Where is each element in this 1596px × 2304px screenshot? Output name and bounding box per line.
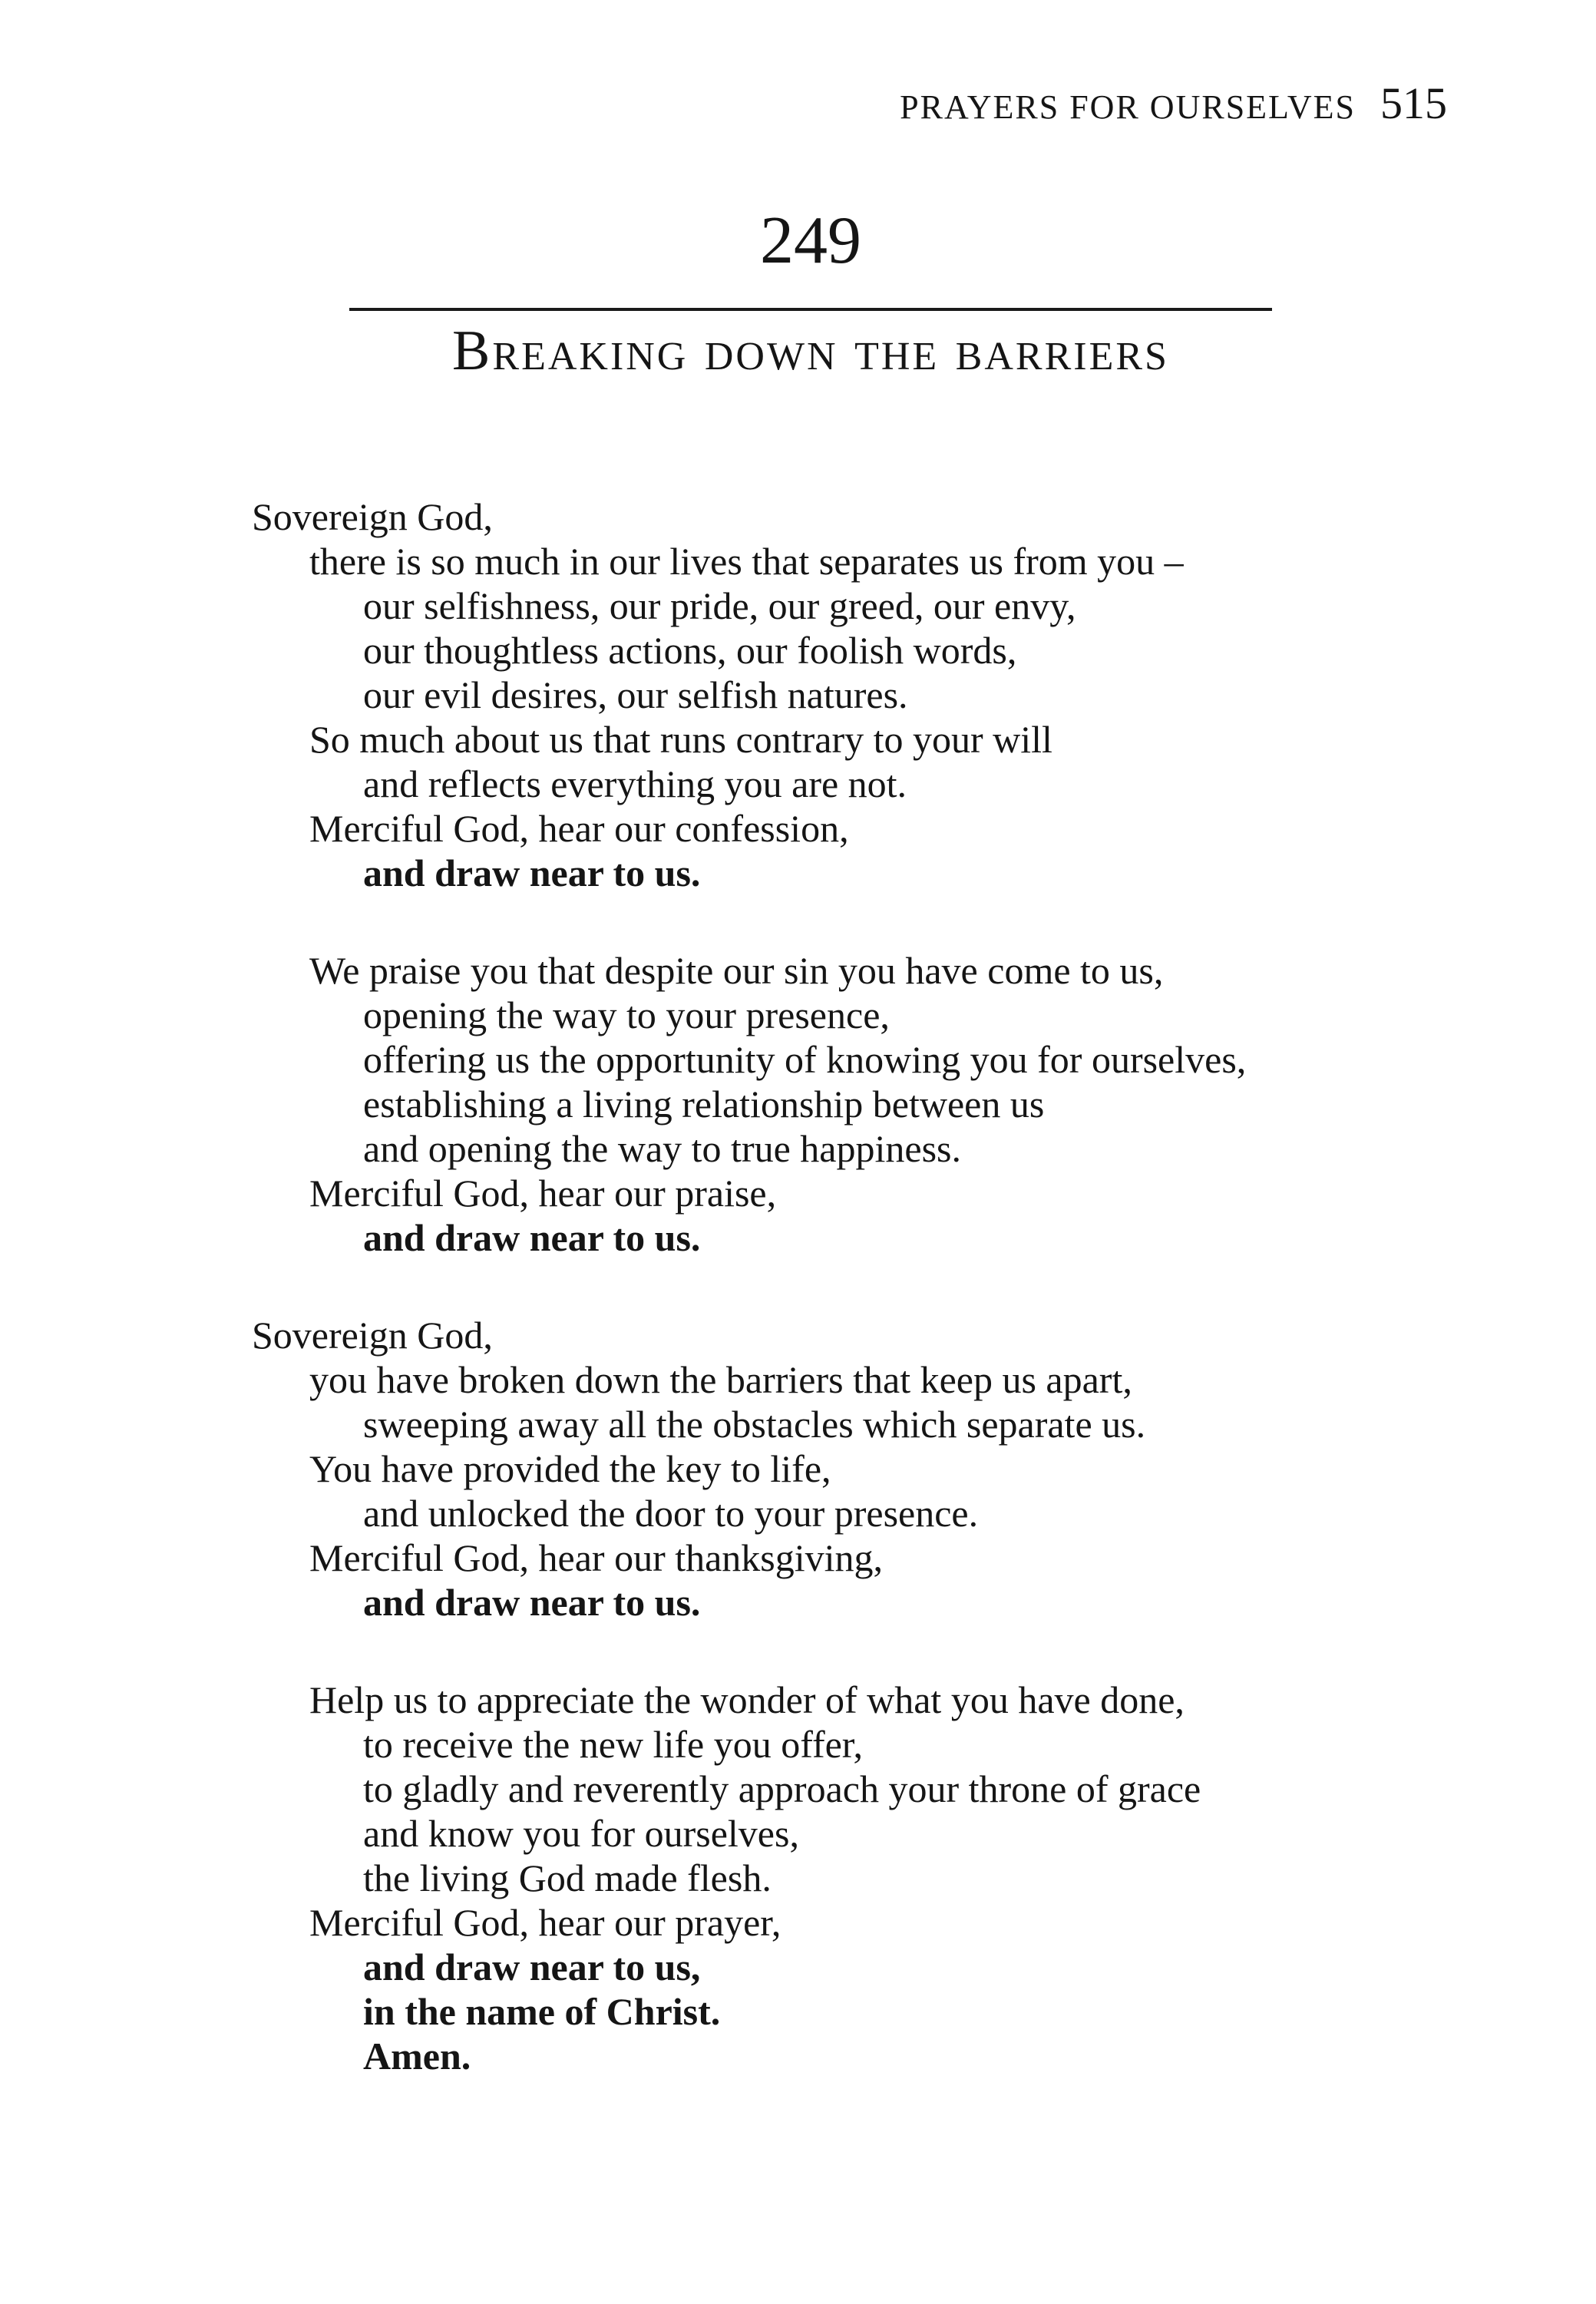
prayer-line: and draw near to us. [363,851,701,894]
prayer-line: sweeping away all the obstacles which separate us. [363,1403,1146,1446]
prayer-line: Merciful God, hear our confession, [309,807,849,850]
prayer-body [252,494,1495,2131]
prayer-line: You have provided the key to life, [309,1447,831,1490]
prayer-line: So much about us that runs contrary to your will [309,718,1052,761]
prayer-line: and know you for ourselves, [363,1812,799,1855]
prayer-line: and opening the way to true happiness. [363,1127,961,1170]
prayer-line: to gladly and reverently approach your throne of grace [363,1767,1201,1810]
prayer-line: to receive the new life you offer, [363,1723,863,1766]
prayer-line: and reflects everything you are not. [363,762,907,805]
prayer-line: there is so much in our lives that separates us from you – [309,540,1184,583]
running-header-title: PRAYERS FOR OURSELVES [900,88,1356,126]
prayer-line: offering us the opportunity of knowing you for ourselves, [363,1038,1247,1081]
prayer-line: opening the way to your presence, [363,993,890,1036]
prayer-line: our evil desires, our selfish natures. [363,673,908,716]
prayer-stanza [252,1678,1495,2078]
prayer-title: Breaking down the barriers [452,319,1169,382]
prayer-line: our thoughtless actions, our foolish words, [363,629,1017,672]
prayer-line: and unlocked the door to your presence. [363,1492,979,1535]
prayer-line: Help us to appreciate the wonder of what you have done, [309,1678,1185,1721]
prayer-line: establishing a living relationship between us [363,1083,1045,1126]
prayer-stanza [252,1313,1495,1625]
prayer-line: Merciful God, hear our prayer, [309,1901,781,1944]
prayer-stanza [252,948,1495,1260]
prayer-number: 249 [760,203,861,278]
prayer-line: We praise you that despite our sin you have come to us, [309,949,1164,992]
prayer-line: and draw near to us. [363,1216,701,1259]
prayer-line: Sovereign God, [252,1314,493,1357]
prayer-line: you have broken down the barriers that keep us apart, [309,1358,1132,1401]
running-header [900,78,1447,128]
prayer-line: Sovereign God, [252,495,493,538]
page-number: 515 [1380,78,1447,128]
prayer-stanza [252,494,1495,895]
prayer-line: Merciful God, hear our praise, [309,1172,777,1215]
prayer-line: and draw near to us. [363,1581,701,1624]
prayer-line: Merciful God, hear our thanksgiving, [309,1536,884,1579]
prayer-line: our selfishness, our pride, our greed, our envy, [363,584,1076,627]
prayer-title-block [349,203,1272,382]
prayer-line: Amen. [363,2035,471,2078]
prayer-line: in the name of Christ. [363,1990,721,2033]
prayer-line: and draw near to us, [363,1945,701,1988]
title-rule-divider [349,308,1272,311]
prayer-line: the living God made flesh. [363,1856,772,1899]
